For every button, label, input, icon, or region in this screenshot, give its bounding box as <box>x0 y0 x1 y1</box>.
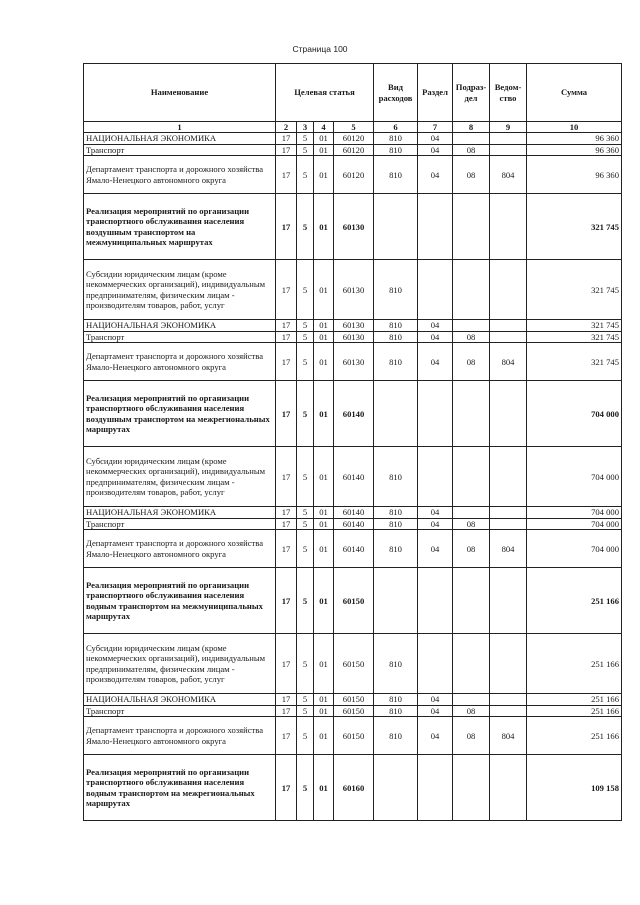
row-subprogram: 5 <box>297 260 314 320</box>
row-direction: 60160 <box>334 755 374 821</box>
row-main-event: 01 <box>314 144 334 155</box>
row-department <box>490 381 527 447</box>
row-main-event: 01 <box>314 343 334 381</box>
row-subsection <box>453 755 490 821</box>
row-department <box>490 705 527 716</box>
table-row <box>84 705 622 716</box>
row-main-event: 01 <box>314 755 334 821</box>
row-subsection <box>453 568 490 634</box>
row-department: 804 <box>490 156 527 194</box>
header-target: Целевая статья <box>276 64 374 122</box>
row-section <box>418 755 453 821</box>
col-number: 1 <box>84 122 276 133</box>
page-number: Страница 100 <box>292 44 348 54</box>
row-subprogram: 5 <box>297 320 314 331</box>
row-section: 04 <box>418 133 453 144</box>
table-row <box>84 144 622 155</box>
row-subsection <box>453 194 490 260</box>
column-numbers-row <box>84 122 622 133</box>
row-subsection: 08 <box>453 717 490 755</box>
row-main-event: 01 <box>314 507 334 518</box>
row-main-event: 01 <box>314 705 334 716</box>
row-expense-type: 810 <box>374 447 418 507</box>
row-direction: 60130 <box>334 194 374 260</box>
row-expense-type: 810 <box>374 144 418 155</box>
row-program: 17 <box>276 133 297 144</box>
table-row <box>84 530 622 568</box>
row-main-event: 01 <box>314 381 334 447</box>
row-subsection <box>453 133 490 144</box>
row-expense-type: 810 <box>374 507 418 518</box>
row-name: Реализация мероприятий по организации транспортного обслуживания населения водным транспортом на межрегиональных маршрутах <box>84 755 276 821</box>
header-department: Ведом-ство <box>490 64 527 122</box>
row-name: Реализация мероприятий по организации транспортного обслуживания населения воздушным транспортом на межрегиональных маршрутах <box>84 381 276 447</box>
row-section: 04 <box>418 694 453 705</box>
row-name: Департамент транспорта и дорожного хозяйства Ямало-Ненецкого автономного округа <box>84 343 276 381</box>
row-subprogram: 5 <box>297 144 314 155</box>
row-subsection: 08 <box>453 156 490 194</box>
row-program: 17 <box>276 755 297 821</box>
header-row <box>84 64 622 122</box>
row-program: 17 <box>276 634 297 694</box>
header-expense-type: Вид расходов <box>374 64 418 122</box>
row-direction: 60150 <box>334 568 374 634</box>
row-expense-type: 810 <box>374 320 418 331</box>
table-row <box>84 320 622 331</box>
row-section <box>418 634 453 694</box>
row-direction: 60130 <box>334 331 374 342</box>
row-name: Реализация мероприятий по организации транспортного обслуживания населения воздушным транспортом на межмуниципальных маршрутах <box>84 194 276 260</box>
row-direction: 60150 <box>334 717 374 755</box>
row-expense-type <box>374 381 418 447</box>
row-subprogram: 5 <box>297 530 314 568</box>
row-subsection: 08 <box>453 144 490 155</box>
row-subprogram: 5 <box>297 518 314 529</box>
row-subprogram: 5 <box>297 156 314 194</box>
row-name: НАЦИОНАЛЬНАЯ ЭКОНОМИКА <box>84 507 276 518</box>
row-main-event: 01 <box>314 133 334 144</box>
row-program: 17 <box>276 381 297 447</box>
table-row <box>84 381 622 447</box>
row-expense-type: 810 <box>374 634 418 694</box>
row-main-event: 01 <box>314 156 334 194</box>
header-name: Наименование <box>84 64 276 122</box>
table-row <box>84 634 622 694</box>
table-row <box>84 331 622 342</box>
row-sum: 251 166 <box>527 705 622 716</box>
row-subprogram: 5 <box>297 331 314 342</box>
row-main-event: 01 <box>314 447 334 507</box>
row-main-event: 01 <box>314 260 334 320</box>
row-department <box>490 755 527 821</box>
col-number: 5 <box>334 122 374 133</box>
row-subprogram: 5 <box>297 447 314 507</box>
col-number: 9 <box>490 122 527 133</box>
header-sum: Сумма <box>527 64 622 122</box>
row-main-event: 01 <box>314 518 334 529</box>
row-expense-type: 810 <box>374 343 418 381</box>
row-program: 17 <box>276 320 297 331</box>
row-subprogram: 5 <box>297 705 314 716</box>
row-main-event: 01 <box>314 320 334 331</box>
row-direction: 60140 <box>334 381 374 447</box>
col-number: 2 <box>276 122 297 133</box>
row-subprogram: 5 <box>297 194 314 260</box>
row-program: 17 <box>276 530 297 568</box>
row-expense-type: 810 <box>374 694 418 705</box>
table-row <box>84 507 622 518</box>
row-department <box>490 260 527 320</box>
row-program: 17 <box>276 144 297 155</box>
row-program: 17 <box>276 518 297 529</box>
row-section: 04 <box>418 530 453 568</box>
row-section <box>418 194 453 260</box>
row-department <box>490 144 527 155</box>
row-sum: 704 000 <box>527 530 622 568</box>
row-sum: 251 166 <box>527 568 622 634</box>
row-expense-type: 810 <box>374 156 418 194</box>
row-department <box>490 568 527 634</box>
row-section: 04 <box>418 144 453 155</box>
budget-table <box>83 63 622 821</box>
col-number: 3 <box>297 122 314 133</box>
row-subsection: 08 <box>453 518 490 529</box>
row-sum: 321 745 <box>527 343 622 381</box>
table-row <box>84 755 622 821</box>
row-sum: 251 166 <box>527 634 622 694</box>
row-sum: 96 360 <box>527 133 622 144</box>
row-program: 17 <box>276 717 297 755</box>
row-direction: 60140 <box>334 447 374 507</box>
row-direction: 60120 <box>334 156 374 194</box>
row-subprogram: 5 <box>297 381 314 447</box>
table-row <box>84 694 622 705</box>
row-subprogram: 5 <box>297 133 314 144</box>
row-sum: 321 745 <box>527 320 622 331</box>
row-subsection: 08 <box>453 705 490 716</box>
row-expense-type: 810 <box>374 705 418 716</box>
col-number: 7 <box>418 122 453 133</box>
row-department <box>490 507 527 518</box>
row-expense-type <box>374 194 418 260</box>
row-name: НАЦИОНАЛЬНАЯ ЭКОНОМИКА <box>84 320 276 331</box>
table-row <box>84 133 622 144</box>
row-program: 17 <box>276 694 297 705</box>
row-direction: 60150 <box>334 705 374 716</box>
row-name: Субсидии юридическим лицам (кроме некоммерческих организаций), индивидуальным предпринимателям, физическим лицам - производителям товаров, работ, услуг <box>84 634 276 694</box>
row-name: Субсидии юридическим лицам (кроме некоммерческих организаций), индивидуальным предпринимателям, физическим лицам - производителям товаров, работ, услуг <box>84 447 276 507</box>
row-main-event: 01 <box>314 331 334 342</box>
row-department <box>490 694 527 705</box>
row-main-event: 01 <box>314 530 334 568</box>
row-section: 04 <box>418 156 453 194</box>
row-subsection <box>453 260 490 320</box>
col-number: 10 <box>527 122 622 133</box>
row-program: 17 <box>276 705 297 716</box>
table-row <box>84 717 622 755</box>
row-direction: 60150 <box>334 694 374 705</box>
row-subprogram: 5 <box>297 343 314 381</box>
row-subprogram: 5 <box>297 507 314 518</box>
row-program: 17 <box>276 156 297 194</box>
row-subsection: 08 <box>453 343 490 381</box>
row-program: 17 <box>276 343 297 381</box>
row-program: 17 <box>276 194 297 260</box>
row-main-event: 01 <box>314 717 334 755</box>
table-row <box>84 194 622 260</box>
row-department <box>490 447 527 507</box>
row-expense-type: 810 <box>374 260 418 320</box>
table-row <box>84 447 622 507</box>
row-sum: 251 166 <box>527 717 622 755</box>
row-name: Транспорт <box>84 705 276 716</box>
row-name: Транспорт <box>84 518 276 529</box>
row-name: Департамент транспорта и дорожного хозяйства Ямало-Ненецкого автономного округа <box>84 530 276 568</box>
row-program: 17 <box>276 447 297 507</box>
row-section: 04 <box>418 507 453 518</box>
row-subsection <box>453 694 490 705</box>
table-row <box>84 156 622 194</box>
table-row <box>84 343 622 381</box>
row-name: Транспорт <box>84 331 276 342</box>
row-subsection <box>453 381 490 447</box>
row-main-event: 01 <box>314 694 334 705</box>
row-subsection <box>453 447 490 507</box>
row-direction: 60150 <box>334 634 374 694</box>
row-direction: 60130 <box>334 343 374 381</box>
header-section: Раздел <box>418 64 453 122</box>
row-main-event: 01 <box>314 194 334 260</box>
row-direction: 60140 <box>334 530 374 568</box>
row-sum: 321 745 <box>527 331 622 342</box>
row-sum: 96 360 <box>527 144 622 155</box>
row-sum: 704 000 <box>527 447 622 507</box>
col-number: 4 <box>314 122 334 133</box>
row-sum: 96 360 <box>527 156 622 194</box>
row-department <box>490 331 527 342</box>
row-program: 17 <box>276 507 297 518</box>
row-name: Департамент транспорта и дорожного хозяйства Ямало-Ненецкого автономного округа <box>84 156 276 194</box>
col-number: 6 <box>374 122 418 133</box>
row-subprogram: 5 <box>297 568 314 634</box>
row-subprogram: 5 <box>297 755 314 821</box>
row-name: Реализация мероприятий по организации транспортного обслуживания населения водным транспортом на межмуниципальных маршрутах <box>84 568 276 634</box>
row-direction: 60140 <box>334 507 374 518</box>
row-subsection <box>453 507 490 518</box>
row-section: 04 <box>418 331 453 342</box>
row-expense-type: 810 <box>374 331 418 342</box>
row-section: 04 <box>418 717 453 755</box>
row-department: 804 <box>490 530 527 568</box>
row-expense-type: 810 <box>374 518 418 529</box>
row-section: 04 <box>418 705 453 716</box>
row-department <box>490 634 527 694</box>
row-department <box>490 518 527 529</box>
row-sum: 704 000 <box>527 507 622 518</box>
row-section: 04 <box>418 518 453 529</box>
row-direction: 60130 <box>334 260 374 320</box>
row-name: НАЦИОНАЛЬНАЯ ЭКОНОМИКА <box>84 694 276 705</box>
row-expense-type: 810 <box>374 717 418 755</box>
row-section <box>418 568 453 634</box>
row-sum: 321 745 <box>527 260 622 320</box>
row-sum: 321 745 <box>527 194 622 260</box>
row-main-event: 01 <box>314 634 334 694</box>
row-sum: 109 158 <box>527 755 622 821</box>
row-department: 804 <box>490 343 527 381</box>
row-subsection <box>453 320 490 331</box>
row-direction: 60140 <box>334 518 374 529</box>
row-section: 04 <box>418 320 453 331</box>
row-expense-type: 810 <box>374 530 418 568</box>
row-department <box>490 133 527 144</box>
row-expense-type <box>374 755 418 821</box>
row-name: Департамент транспорта и дорожного хозяйства Ямало-Ненецкого автономного округа <box>84 717 276 755</box>
row-subsection: 08 <box>453 530 490 568</box>
row-department <box>490 320 527 331</box>
row-section: 04 <box>418 343 453 381</box>
row-program: 17 <box>276 331 297 342</box>
row-subprogram: 5 <box>297 694 314 705</box>
table-row <box>84 518 622 529</box>
row-subsection: 08 <box>453 331 490 342</box>
row-direction: 60120 <box>334 144 374 155</box>
header-subsection: Подраз-дел <box>453 64 490 122</box>
row-name: Субсидии юридическим лицам (кроме некоммерческих организаций), индивидуальным предпринимателям, физическим лицам - производителям товаров, работ, услуг <box>84 260 276 320</box>
row-subsection <box>453 634 490 694</box>
row-subprogram: 5 <box>297 717 314 755</box>
row-department <box>490 194 527 260</box>
row-sum: 704 000 <box>527 518 622 529</box>
row-name: НАЦИОНАЛЬНАЯ ЭКОНОМИКА <box>84 133 276 144</box>
row-sum: 704 000 <box>527 381 622 447</box>
row-section <box>418 260 453 320</box>
col-number: 8 <box>453 122 490 133</box>
row-name: Транспорт <box>84 144 276 155</box>
row-expense-type <box>374 568 418 634</box>
row-program: 17 <box>276 568 297 634</box>
row-department: 804 <box>490 717 527 755</box>
row-section <box>418 381 453 447</box>
row-expense-type: 810 <box>374 133 418 144</box>
row-subprogram: 5 <box>297 634 314 694</box>
row-direction: 60120 <box>334 133 374 144</box>
row-direction: 60130 <box>334 320 374 331</box>
table-row <box>84 568 622 634</box>
row-program: 17 <box>276 260 297 320</box>
row-sum: 251 166 <box>527 694 622 705</box>
row-main-event: 01 <box>314 568 334 634</box>
row-section <box>418 447 453 507</box>
table-row <box>84 260 622 320</box>
